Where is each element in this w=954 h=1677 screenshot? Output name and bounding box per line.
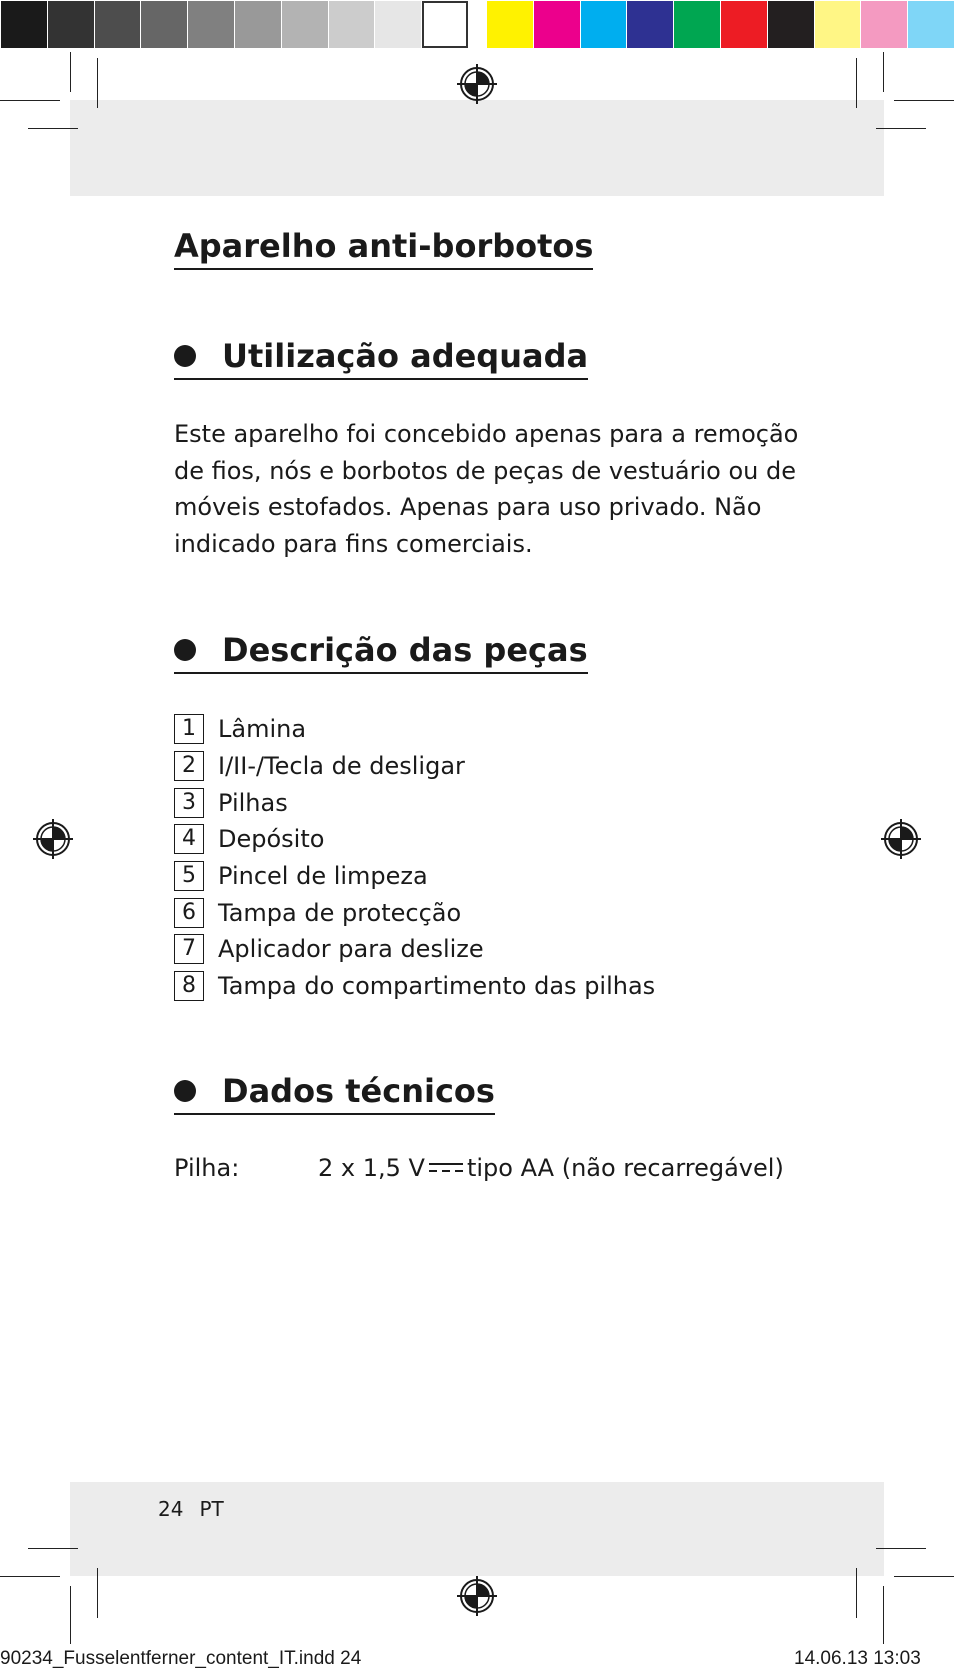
language-code: PT xyxy=(199,1497,224,1521)
gray-swatch xyxy=(375,1,421,48)
gray-swatch xyxy=(1,1,47,48)
paragraph-line: Este aparelho foi concebido apenas para a remoção xyxy=(174,420,799,448)
color-swatch xyxy=(861,1,907,48)
dc-voltage-icon xyxy=(429,1161,463,1173)
list-item xyxy=(174,931,655,968)
part-label: Pincel de limpeza xyxy=(218,862,428,891)
page-number xyxy=(158,1497,224,1521)
part-label: I/II-/Tecla de desligar xyxy=(218,752,465,781)
header-band xyxy=(70,100,884,196)
list-item xyxy=(174,968,655,1005)
part-label: Tampa do compartimento das pilhas xyxy=(218,972,656,1001)
crop-mark xyxy=(97,1568,98,1618)
crop-mark xyxy=(883,1586,884,1644)
color-swatch xyxy=(674,1,720,48)
crop-mark xyxy=(876,1548,926,1549)
paragraph-line: de fios, nós e borbotos de peças de vestuário ou de xyxy=(174,456,797,485)
crop-mark xyxy=(894,100,954,101)
part-number: 7 xyxy=(174,934,204,964)
crop-mark xyxy=(97,58,98,108)
intended-use-paragraph xyxy=(174,416,814,562)
part-number: 2 xyxy=(174,751,204,781)
part-number: 8 xyxy=(174,971,204,1001)
gray-swatch xyxy=(422,1,468,48)
color-swatch xyxy=(534,1,580,48)
list-item xyxy=(174,894,655,931)
part-number: 6 xyxy=(174,898,204,928)
registration-mark-icon xyxy=(457,64,497,104)
bullet-icon xyxy=(174,1080,196,1102)
parts-list xyxy=(174,711,655,1005)
section-heading-parts xyxy=(174,630,588,674)
part-number: 5 xyxy=(174,861,204,891)
document-title: Aparelho anti-borbotos xyxy=(174,226,593,270)
part-number: 1 xyxy=(174,714,204,744)
list-item xyxy=(174,821,655,858)
crop-mark xyxy=(28,128,78,129)
gray-swatch xyxy=(188,1,234,48)
file-info: 90234_Fusselentferner_content_IT.indd 24 xyxy=(0,1648,362,1669)
gray-swatch xyxy=(329,1,375,48)
gray-swatch xyxy=(95,1,141,48)
part-label: Tampa de protecção xyxy=(218,898,462,927)
color-swatch xyxy=(721,1,767,48)
crop-mark xyxy=(894,1576,954,1577)
gray-swatch xyxy=(282,1,328,48)
battery-type: tipo AA (não recarregável) xyxy=(466,1154,784,1182)
crop-mark xyxy=(0,1576,60,1577)
crop-mark xyxy=(856,1568,857,1618)
part-number: 3 xyxy=(174,788,204,818)
color-swatch xyxy=(908,1,954,48)
battery-voltage: 2 x 1,5 V xyxy=(318,1154,425,1182)
section-heading-label: Dados técnicos xyxy=(222,1072,495,1110)
page-number-value: 24 xyxy=(158,1497,184,1521)
color-swatch xyxy=(768,1,814,48)
paragraph-line: móveis estofados. Apenas para uso privado. Não xyxy=(174,493,762,521)
section-heading-label: Descrição das peças xyxy=(222,631,588,669)
crop-mark xyxy=(70,1586,71,1644)
part-label: Pilhas xyxy=(218,788,288,817)
section-heading-intended-use xyxy=(174,336,588,380)
color-swatch xyxy=(581,1,627,48)
section-heading-label: Utilização adequada xyxy=(222,337,589,375)
battery-label: Pilha: xyxy=(174,1154,240,1182)
section-heading-tech-data xyxy=(174,1071,495,1115)
crop-mark xyxy=(70,52,71,92)
bullet-icon xyxy=(174,639,196,661)
crop-mark xyxy=(876,128,926,129)
part-label: Depósito xyxy=(218,825,325,854)
battery-spec xyxy=(174,1150,784,1186)
list-item xyxy=(174,858,655,895)
list-item xyxy=(174,711,655,748)
list-item xyxy=(174,784,655,821)
registration-mark-icon xyxy=(881,819,921,859)
registration-mark-icon xyxy=(457,1576,497,1616)
color-swatch xyxy=(487,1,533,48)
color-swatch xyxy=(815,1,861,48)
gray-swatch xyxy=(48,1,94,48)
registration-mark-icon xyxy=(33,819,73,859)
gray-swatch xyxy=(141,1,187,48)
list-item xyxy=(174,748,655,785)
date-time: 14.06.13 13:03 xyxy=(794,1648,921,1669)
gray-swatch xyxy=(235,1,281,48)
part-number: 4 xyxy=(174,824,204,854)
color-swatch xyxy=(627,1,673,48)
crop-mark xyxy=(0,100,60,101)
crop-mark xyxy=(28,1548,78,1549)
crop-mark xyxy=(883,52,884,92)
bullet-icon xyxy=(174,345,196,367)
part-label: Aplicador para deslize xyxy=(218,935,484,964)
crop-mark xyxy=(856,58,857,108)
part-label: Lâmina xyxy=(218,715,307,744)
paragraph-line: indicado para fins comerciais. xyxy=(174,529,533,558)
printer-color-bar xyxy=(0,0,954,50)
